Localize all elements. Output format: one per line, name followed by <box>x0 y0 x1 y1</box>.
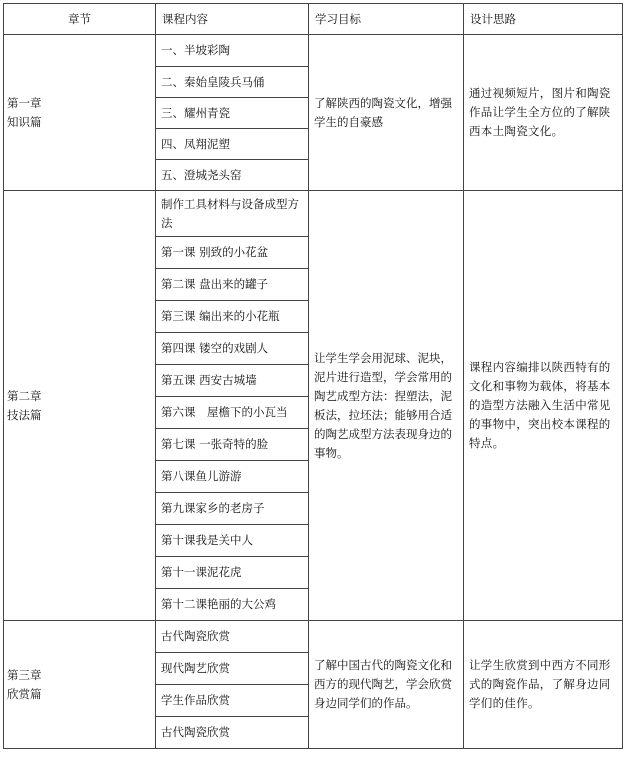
design-cell-1: 通过视频短片，图片和陶瓷作品让学生全方位的了解陕西本土陶瓷文化。 <box>464 35 623 191</box>
chapter-title: 欣赏篇 <box>7 686 42 701</box>
goal-cell-3: 了解中国古代的陶瓷文化和西方的现代陶艺，学会欣赏身边同学们的作品。 <box>309 621 464 749</box>
content-item: 第七课 一张奇特的脸 <box>156 429 309 461</box>
content-item: 第二课 盘出来的罐子 <box>156 269 309 301</box>
table-row <box>4 35 623 67</box>
content-item: 学生作品欣赏 <box>156 685 309 717</box>
content-item: 古代陶瓷欣赏 <box>156 717 309 749</box>
curriculum-table <box>3 3 623 749</box>
chapter-cell-1 <box>4 35 156 191</box>
goal-cell-2: 让学生学会用泥球、泥块，泥片进行造型，学会常用的陶艺成型方法：捏塑法，泥板法，拉坯法；能够用合适的陶艺成型方法表现身边的事物。 <box>309 191 464 621</box>
chapter-number: 第二章 <box>7 388 42 403</box>
header-design: 设计思路 <box>464 4 623 35</box>
content-item: 古代陶瓷欣赏 <box>156 621 309 653</box>
content-item: 第八课鱼儿游游 <box>156 461 309 493</box>
content-item: 第六课 屋檐下的小瓦当 <box>156 397 309 429</box>
content-item: 制作工具材料与设备成型方法 <box>156 191 309 237</box>
goal-cell-1: 了解陕西的陶瓷文化，增强学生的自豪感 <box>309 35 464 191</box>
content-item: 四、凤翔泥塑 <box>156 129 309 160</box>
chapter-title: 知识篇 <box>7 114 42 129</box>
content-item: 三、耀州青瓷 <box>156 98 309 129</box>
content-item: 第九课家乡的老房子 <box>156 493 309 525</box>
chapter-number: 第一章 <box>7 95 42 110</box>
content-item: 第一课 别致的小花盆 <box>156 237 309 269</box>
chapter-title: 技法篇 <box>7 407 42 422</box>
content-item: 第十一课泥花虎 <box>156 557 309 589</box>
header-chapter: 章节 <box>4 4 156 35</box>
design-cell-3: 让学生欣赏到中西方不同形式的陶瓷作品，了解身边同学们的佳作。 <box>464 621 623 749</box>
content-item: 第十二课艳丽的大公鸡 <box>156 589 309 621</box>
content-item: 现代陶艺欣赏 <box>156 653 309 685</box>
content-item: 第三课 编出来的小花瓶 <box>156 301 309 333</box>
design-cell-2: 课程内容编排以陕西特有的文化和事物为载体，将基本的造型方法融入生活中常见的事物中，突出校本课程的特点。 <box>464 191 623 621</box>
content-item: 五、澄城尧头窑 <box>156 160 309 191</box>
content-item: 一、半坡彩陶 <box>156 35 309 67</box>
table-row <box>4 191 623 237</box>
chapter-number: 第三章 <box>7 667 42 682</box>
content-item: 第五课 西安古城墙 <box>156 365 309 397</box>
content-item: 二、秦始皇陵兵马俑 <box>156 67 309 98</box>
header-goal: 学习目标 <box>309 4 464 35</box>
header-row <box>4 4 623 35</box>
content-item: 第十课我是关中人 <box>156 525 309 557</box>
content-item: 第四课 镂空的戏剧人 <box>156 333 309 365</box>
header-content: 课程内容 <box>156 4 309 35</box>
table-row <box>4 621 623 653</box>
chapter-cell-2 <box>4 191 156 621</box>
chapter-cell-3 <box>4 621 156 749</box>
